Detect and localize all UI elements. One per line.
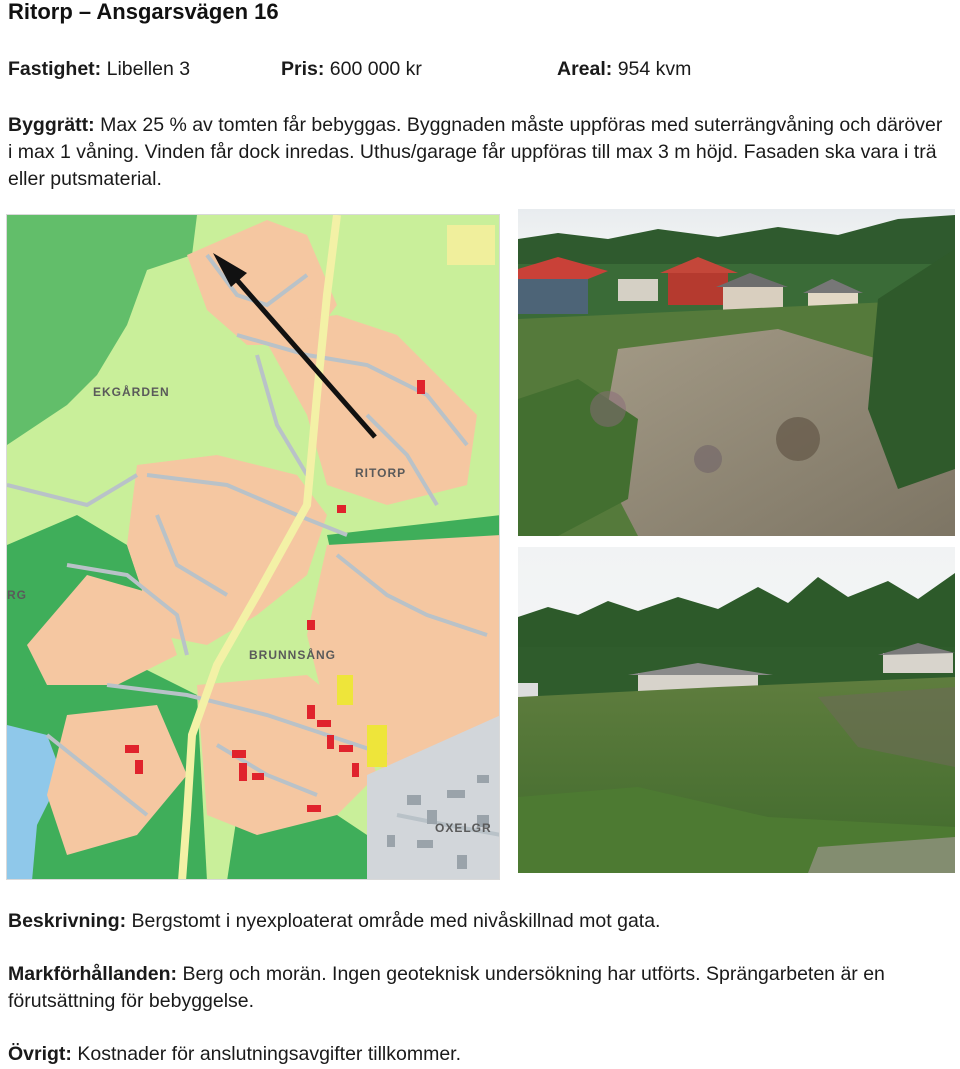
markforhallanden-text: Berg och morän. Ingen geoteknisk undersökning har utförts. Sprängarbeten är en förutsättning för bebyggelse. — [8, 963, 885, 1012]
fact-pris — [281, 58, 422, 81]
areal-value: 954 kvm — [617, 58, 692, 80]
map-label-oxelgr: OXELGR — [435, 821, 492, 835]
area-map — [6, 214, 500, 880]
markforhallanden-paragraph — [8, 961, 948, 1015]
ovrigt-label: Övrigt: — [8, 1043, 72, 1065]
map-label-ritorp: RITORP — [355, 466, 407, 480]
beskrivning-label: Beskrivning: — [8, 910, 127, 932]
map-label-brunnsang: BRUNNSÅNG — [249, 648, 336, 662]
page-title: Ritorp – Ansgarsvägen 16 — [8, 0, 279, 24]
site-photo-vegetation — [518, 547, 955, 873]
byggratt-text: Max 25 % av tomten får bebyggas. Byggnaden måste uppföras med suterrängvåning och däröver i max 1 våning. Vinden får dock inredas. Uthus/garage får uppföras till max 3 m höjd. Fasaden ska vara i trä eller putsmaterial. — [8, 114, 943, 190]
map-label-ekgarden: EKGÅRDEN — [93, 385, 170, 399]
site-photo-houses — [518, 209, 955, 536]
photo-houses-graphic — [518, 209, 955, 536]
beskrivning-paragraph — [8, 908, 948, 935]
ovrigt-paragraph — [8, 1041, 948, 1068]
byggratt-paragraph — [8, 112, 948, 193]
ovrigt-text: Kostnader för anslutningsavgifter tillkommer. — [77, 1043, 462, 1065]
fact-fastighet — [8, 58, 190, 81]
byggratt-label: Byggrätt: — [8, 114, 95, 136]
map-yellow-field-3 — [447, 225, 495, 265]
map-label-rg: RG — [7, 588, 27, 602]
pris-value: 600 000 kr — [329, 58, 422, 80]
fastighet-value: Libellen 3 — [106, 58, 191, 80]
photo-vegetation-graphic — [518, 547, 955, 873]
map-graphic — [7, 215, 500, 880]
beskrivning-text: Bergstomt i nyexploaterat område med nivåskillnad mot gata. — [131, 910, 661, 932]
fact-areal — [557, 58, 691, 81]
property-facts — [0, 58, 960, 84]
pris-label: Pris: — [281, 58, 325, 80]
map-yellow-field-2 — [367, 725, 387, 767]
areal-label: Areal: — [557, 58, 613, 80]
fastighet-label: Fastighet: — [8, 58, 102, 80]
markforhallanden-label: Markförhållanden: — [8, 963, 178, 985]
map-yellow-field-1 — [337, 675, 353, 705]
